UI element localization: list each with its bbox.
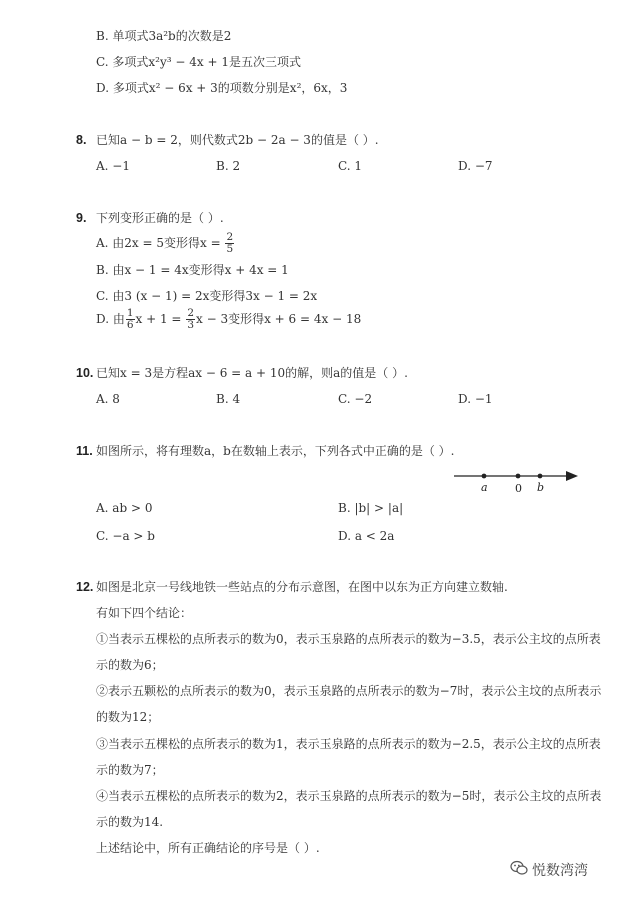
fraction-denominator: 6 [126,319,134,331]
q12-question: 上述结论中，所有正确结论的序号是（ ）. [96,841,320,855]
q9-stem: 下列变形正确的是（ ）. [96,211,224,225]
q9-option-a-text: A. 由2x = 5变形得x = [96,236,221,250]
q9-option-d-middle: x + 1 = [135,312,182,326]
q9-option-d [96,308,361,331]
q7-option-b: B. 单项式3a²b的次数是2 [96,29,232,43]
q8-option-d: D. −7 [458,159,493,173]
q10-number: 10. [76,366,94,380]
fraction [225,232,234,255]
q12-conclusion-3: ③当表示五棵松的点所表示的数为1，表示玉泉路的点所表示的数为−2.5，表示公主坟的点所表 [96,737,601,751]
number-line-figure [448,466,588,498]
q8-stem: 已知a − b = 2，则代数式2b − 2a − 3的值是（ ）. [96,133,379,147]
label-a: a [481,481,488,494]
point-zero [516,474,521,479]
q12-conclusion-2-cont: 的数为12； [96,710,160,724]
q12-conclusion-4: ④当表示五棵松的点所表示的数为2，表示玉泉路的点所表示的数为−5时，表示公主坟的点所表 [96,789,602,803]
q12-conclusion-1: ①当表示五棵松的点所表示的数为0，表示玉泉路的点所表示的数为−3.5，表示公主坟的点所表 [96,632,601,646]
label-b: b [537,481,545,494]
q11-number: 11. [76,444,93,458]
fraction-denominator: 3 [187,319,194,331]
q10-stem: 已知x = 3是方程ax − 6 = a + 10的解，则a的值是（ ）. [96,366,408,380]
watermark-text: 悦数湾湾 [532,863,588,879]
q12-conclusion-4-cont: 示的数为14. [96,815,164,829]
q10-option-b: B. 4 [216,392,241,406]
q9-number: 9. [76,211,87,225]
q12-stem: 如图是北京一号线地铁一些站点的分布示意图，在图中以东为正方向建立数轴. [96,580,508,594]
fraction-numerator: 2 [187,307,194,319]
q8-option-a: A. −1 [96,159,130,173]
q8-number: 8. [76,133,87,147]
wechat-icon [510,860,528,876]
q9-option-d-suffix: x − 3变形得x + 6 = 4x − 18 [196,312,362,326]
q11-option-c: C. −a > b [96,529,155,543]
q12-conclusion-1-cont: 示的数为6； [96,658,164,672]
fraction-denominator: 5 [226,243,234,255]
q11-option-d: D. a < 2a [338,529,395,543]
q12-number: 12. [76,580,94,594]
label-zero: 0 [515,482,522,495]
q11-stem: 如图所示，将有理数a，b在数轴上表示，下列各式中正确的是（ ）. [96,444,455,458]
q12-conclusion-2: ②表示五颗松的点所表示的数为0，表示玉泉路的点所表示的数为−7时，表示公主坟的点所表示 [96,684,602,698]
q11-option-b: B. |b| > |a| [338,501,404,515]
point-b [538,474,543,479]
q12-intro: 有如下四个结论： [96,606,193,620]
fraction [186,308,195,331]
q8-option-c: C. 1 [338,159,363,173]
arrow-icon [566,471,578,481]
q11-option-a: A. ab > 0 [96,501,153,515]
fraction [126,308,135,331]
q9-option-a [96,232,235,255]
q9-option-b: B. 由x − 1 = 4x变形得x + 4x = 1 [96,263,289,277]
q9-option-d-prefix: D. 由 [96,312,125,326]
q7-option-d: D. 多项式x² − 6x + 3的项数分别是x²，6x，3 [96,81,348,95]
q10-option-c: C. −2 [338,392,373,406]
q9-option-c: C. 由3 (x − 1) = 2x变形得3x − 1 = 2x [96,289,318,303]
q8-option-b: B. 2 [216,159,241,173]
q10-option-d: D. −1 [458,392,493,406]
point-a [482,474,487,479]
fraction-numerator: 1 [126,307,134,319]
q12-conclusion-3-cont: 示的数为7； [96,763,164,777]
fraction-numerator: 2 [226,231,234,243]
q10-option-a: A. 8 [96,392,120,406]
q7-option-c: C. 多项式x²y³ − 4x + 1是五次三项式 [96,55,301,69]
